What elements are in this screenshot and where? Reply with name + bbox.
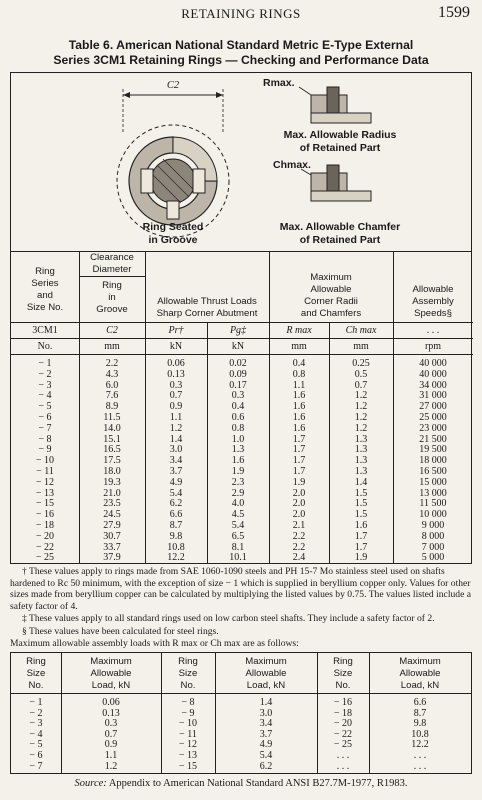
table-cell: 9.8 — [413, 718, 427, 730]
column-header — [215, 656, 317, 692]
unit-cell: kN — [231, 341, 245, 352]
table-cell: 0.8 — [231, 422, 245, 434]
table-cell: − 10 — [35, 455, 55, 467]
table-cell: 27 000 — [419, 401, 447, 413]
table-cell: 4.5 — [231, 509, 245, 521]
table-cell: 2.2 — [292, 541, 306, 553]
table-cell: . . . — [413, 750, 427, 761]
column-header — [317, 656, 369, 692]
header-text: Maximum — [90, 656, 132, 667]
thrust-loads-header — [145, 296, 269, 320]
table-cell: 34 000 — [419, 379, 447, 391]
table-cell: − 16 — [35, 509, 55, 521]
caption-line-1: Table 6. American National Standard Metric E-Type External — [68, 38, 414, 52]
table-cell: 6.6 — [413, 697, 427, 708]
table-cell: 18 000 — [419, 455, 447, 467]
max-chamfer-line-2: of Retained Part — [299, 234, 381, 246]
table-cell: 11.5 — [103, 412, 121, 423]
table-cell: − 8 — [181, 697, 195, 708]
table-caption — [10, 38, 472, 68]
header-text: No. — [28, 680, 44, 691]
table-cell: − 5 — [38, 401, 52, 413]
column-header — [369, 656, 471, 692]
chmax-label: Chmax. — [273, 159, 311, 171]
table-cell: 2.0 — [292, 487, 306, 499]
table-cell: 15 000 — [419, 476, 447, 488]
source-text: Appendix to American National Standard ANSI B27.7M-1977, R1983. — [106, 778, 408, 789]
header-text: Maximum — [245, 656, 287, 667]
ring-seated-line-2: in Groove — [148, 234, 198, 246]
column-header — [161, 656, 215, 692]
symbol-cell: 3CM1 — [32, 325, 58, 336]
assembly-load-table — [10, 652, 472, 774]
table-cell: 0.06 — [167, 358, 185, 369]
table-cell: − 25 — [35, 552, 55, 564]
table-cell: − 12 — [35, 476, 55, 488]
table-cell: 15.1 — [103, 433, 121, 445]
table-cell: 10.8 — [411, 728, 429, 740]
header-text: Clearance — [90, 252, 134, 263]
table-cell: 1.2 — [354, 390, 368, 402]
table-row — [11, 552, 473, 564]
table-cell: 0.4 — [292, 358, 306, 369]
table-cell: 3.0 — [259, 707, 273, 719]
table-cell: − 9 — [38, 444, 52, 456]
header-text: Ring — [35, 266, 55, 277]
header-text: and — [36, 290, 53, 301]
table-cell: 2.1 — [292, 520, 306, 531]
header-text: Load, kN — [91, 680, 131, 691]
header-text: Corner Radii — [304, 296, 358, 307]
table-cell: 16 500 — [419, 466, 447, 477]
max-chamfer-line-1: Max. Allowable Chamfer — [279, 221, 401, 233]
table-cell: 37.9 — [103, 552, 121, 564]
table-cell: 3.0 — [169, 444, 183, 456]
table-cell: 24.5 — [103, 509, 121, 521]
running-header — [0, 6, 482, 24]
header-text: in — [108, 292, 116, 303]
table-cell: − 20 — [35, 530, 55, 542]
table-cell: 1.5 — [354, 498, 368, 510]
table-cell: 1.2 — [104, 760, 118, 772]
table-cell: 0.3 — [169, 379, 183, 391]
table-cell: 1.9 — [231, 466, 245, 477]
table-cell: 14.0 — [103, 422, 121, 434]
table-cell: 1.4 — [259, 697, 273, 708]
header-text: Load, kN — [246, 680, 286, 691]
table-cell: 40 000 — [419, 368, 447, 380]
table-cell: − 15 — [178, 760, 198, 772]
performance-table — [10, 252, 472, 564]
table-cell: − 2 — [38, 368, 52, 380]
header-text: Ring — [102, 280, 122, 291]
column-header — [61, 656, 161, 692]
table-cell: 1.6 — [231, 455, 245, 467]
header-text: Size — [26, 668, 46, 679]
table-cell: 21 500 — [419, 433, 447, 445]
header-text: No. — [335, 680, 351, 691]
table-cell: 0.4 — [231, 401, 245, 413]
table-cell: 1.2 — [354, 422, 368, 434]
max-radius-line-1: Max. Allowable Radius — [283, 129, 397, 141]
table-cell: 3.4 — [169, 455, 183, 467]
footnote-double-dagger: ‡ These values apply to all standard rings used on low carbon steel shafts. They include a safety factor of 2. — [22, 613, 435, 624]
table-cell: 1.6 — [292, 401, 306, 413]
source-line — [0, 778, 482, 789]
clearance-header — [79, 252, 145, 276]
header-text: Ring — [26, 656, 46, 667]
table-cell: 1.1 — [292, 379, 306, 391]
table-cell: 0.8 — [292, 368, 306, 380]
symbol-cell: R max — [286, 325, 312, 336]
table-cell: 6.2 — [259, 760, 273, 772]
table-cell: 1.7 — [292, 455, 306, 467]
table-cell: 3.7 — [259, 728, 273, 740]
table-cell: 1.7 — [292, 433, 306, 445]
table-cell: 0.09 — [229, 368, 247, 380]
table-cell: 1.2 — [354, 412, 368, 423]
table-cell: 0.7 — [169, 390, 183, 402]
table-cell: 4.3 — [105, 368, 119, 380]
header-text: Maximum — [399, 656, 441, 667]
table-cell: 0.9 — [104, 739, 118, 751]
table-cell: 1.5 — [354, 487, 368, 499]
table-cell: 4.9 — [259, 739, 273, 751]
table-cell: 16.5 — [103, 444, 121, 456]
table-cell: 0.3 — [231, 390, 245, 402]
table-cell: − 16 — [333, 697, 353, 708]
table-cell: − 18 — [35, 520, 55, 531]
ring-seated-caption — [123, 221, 223, 247]
unit-cell: kN — [169, 341, 183, 352]
table-cell: 0.6 — [231, 412, 245, 423]
header-text: Speeds§ — [414, 308, 452, 319]
max-radius-line-2: of Retained Part — [299, 142, 381, 154]
ring-figure — [10, 72, 472, 252]
table-cell: 0.7 — [104, 728, 118, 740]
table-cell: 5.4 — [231, 520, 245, 531]
table-cell: 17.5 — [103, 455, 121, 467]
unit-cell: mm — [291, 341, 307, 352]
ring-in-groove-header — [79, 280, 145, 316]
header-text: Size — [333, 668, 353, 679]
table-cell: 6.0 — [105, 379, 119, 391]
table-cell: 5.4 — [169, 487, 183, 499]
table-cell: 18.0 — [103, 466, 121, 477]
header-text: Ring — [178, 656, 198, 667]
c2-label: C2 — [166, 80, 180, 91]
symbol-cell: . . . — [426, 325, 440, 336]
max-radius-caption — [255, 129, 425, 155]
table-cell: 2.9 — [231, 487, 245, 499]
header-text: Allowable — [412, 284, 454, 295]
units-row — [11, 341, 473, 353]
table-cell: 1.3 — [231, 444, 245, 456]
symbol-cell: Pr† — [168, 325, 184, 336]
header-text: Allowable — [399, 668, 441, 679]
table-cell: 0.25 — [352, 358, 370, 369]
table-cell: 1.3 — [354, 455, 368, 467]
table-cell: − 20 — [333, 718, 353, 730]
table-cell: 1.6 — [292, 390, 306, 402]
header-text: Maximum — [310, 272, 352, 283]
table-cell: 10.1 — [229, 552, 247, 564]
symbol-cell: Ch max — [345, 325, 377, 336]
table-cell: 2.0 — [292, 498, 306, 510]
symbol-row — [11, 325, 473, 337]
table-cell: 2.2 — [105, 358, 119, 369]
table-row — [11, 761, 473, 773]
table-cell: 7.6 — [105, 390, 119, 402]
table-cell: 1.6 — [292, 422, 306, 434]
table-cell: 0.02 — [229, 358, 247, 369]
table-cell: − 11 — [36, 466, 54, 477]
table-cell: 40 000 — [419, 358, 447, 369]
table-cell: 31 000 — [419, 390, 447, 402]
table-cell: . . . — [336, 760, 350, 772]
header-text: Assembly — [412, 296, 454, 307]
rmax-label: Rmax. — [263, 77, 295, 89]
table-cell: 2.0 — [292, 509, 306, 521]
table-cell: 7 000 — [421, 541, 445, 553]
table-cell: 30.7 — [103, 530, 121, 542]
table-cell: 12.2 — [167, 552, 185, 564]
header-text: Allowable — [310, 284, 352, 295]
table-cell: 5.4 — [259, 750, 273, 761]
unit-cell: mm — [104, 341, 120, 352]
table-cell: 19.3 — [103, 476, 121, 488]
header-text: Allowable — [245, 668, 287, 679]
table-cell: − 18 — [333, 707, 353, 719]
table-cell: 8 000 — [421, 530, 445, 542]
table-cell: 23.5 — [103, 498, 121, 510]
table-cell: − 4 — [38, 390, 52, 402]
table-cell: − 1 — [29, 697, 43, 708]
table-cell: 6.2 — [169, 498, 183, 510]
table-cell: 1.1 — [104, 750, 118, 761]
table-cell: − 7 — [29, 760, 43, 772]
table-cell: 10 000 — [419, 509, 447, 521]
table-cell: − 10 — [178, 718, 198, 730]
unit-cell: No. — [37, 341, 53, 352]
header-text: Groove — [96, 304, 128, 315]
symbol-cell: Pg‡ — [229, 325, 247, 336]
table-cell: 0.9 — [169, 401, 183, 413]
table-cell: − 11 — [179, 728, 197, 740]
table-cell: − 22 — [35, 541, 55, 553]
header-text: Allowable — [90, 668, 132, 679]
header-text: and Chamfers — [300, 308, 362, 319]
table-cell: − 2 — [29, 707, 43, 719]
table-cell: 9 000 — [421, 520, 445, 531]
table-cell: − 8 — [38, 433, 52, 445]
table-cell: 3.7 — [169, 466, 183, 477]
table-cell: − 3 — [38, 379, 52, 391]
header-title: RETAINING RINGS — [181, 6, 301, 21]
symbol-cell: C2 — [106, 325, 118, 336]
footnote-dagger: † These values apply to rings made from SAE 1060-1090 steels and PH 15-7 Mo stainless steel used on shafts hardened to Rc 50 minimum, with the exception of size − 1 which is supplied in beryllium copper only. Values for other sizes made from beryllium copper can be calculated by multiplying the listed values by 0.75. The values listed include a safety factor of 4. — [10, 566, 471, 612]
table-cell: 1.1 — [169, 412, 183, 423]
table-cell: 4.9 — [169, 476, 183, 488]
table-cell: 1.7 — [354, 541, 368, 553]
table-cell: 10.8 — [167, 541, 185, 553]
table-cell: . . . — [413, 760, 427, 772]
table-cell: − 9 — [181, 707, 195, 719]
table-cell: 6.5 — [231, 530, 245, 542]
table-cell: 1.9 — [292, 476, 306, 488]
header-text: Sharp Corner Abutment — [156, 308, 258, 319]
page-number: 1599 — [438, 4, 470, 21]
table-cell: 23 000 — [419, 422, 447, 434]
header-text: Allowable Thrust Loads — [157, 296, 257, 307]
table-cell: 1.3 — [354, 466, 368, 477]
table-cell: 19 500 — [419, 444, 447, 456]
header-text: Load, kN — [400, 680, 440, 691]
table-cell: 11 500 — [419, 498, 447, 510]
table-cell: 6.6 — [169, 509, 183, 521]
table-cell: 33.7 — [103, 541, 121, 553]
table-cell: 1.5 — [354, 509, 368, 521]
table-cell: 1.4 — [169, 433, 183, 445]
footnotes — [10, 566, 472, 651]
assembly-loads-intro: Maximum allowable assembly loads with R max or Ch max are as follows: — [10, 638, 299, 649]
table-cell: . . . — [336, 750, 350, 761]
table-cell: 9.8 — [169, 530, 183, 542]
table-cell: 8.1 — [231, 541, 245, 553]
header-text: Size — [178, 668, 198, 679]
table-cell: − 6 — [38, 412, 52, 423]
column-header — [11, 656, 61, 692]
table-cell: 1.2 — [169, 422, 183, 434]
table-cell: − 12 — [178, 739, 198, 751]
footnote-section: § These values have been calculated for steel rings. — [22, 625, 219, 637]
table-cell: 1.6 — [354, 520, 368, 531]
table-cell: 12.2 — [411, 739, 429, 751]
table-cell: − 6 — [29, 750, 43, 761]
assembly-speed-header — [393, 284, 473, 320]
table-cell: 0.5 — [354, 368, 368, 380]
table-cell: 13 000 — [419, 487, 447, 499]
table-cell: 8.9 — [105, 401, 119, 413]
table-cell: 25 000 — [419, 412, 447, 423]
table-cell: 0.3 — [104, 718, 118, 730]
table-cell: 1.0 — [231, 433, 245, 445]
ring-seated-line-1: Ring Seated — [142, 221, 204, 233]
table-cell: 3.4 — [259, 718, 273, 730]
table-cell: 1.2 — [354, 401, 368, 413]
unit-cell: mm — [353, 341, 369, 352]
table-cell: 0.7 — [354, 379, 368, 391]
table-cell: 1.3 — [354, 444, 368, 456]
table-cell: 5 000 — [421, 552, 445, 564]
table-cell: 2.3 — [231, 476, 245, 488]
table-cell: 0.06 — [102, 697, 120, 708]
table-cell: 0.13 — [167, 368, 185, 380]
table-cell: 1.7 — [292, 444, 306, 456]
table-cell: 27.9 — [103, 520, 121, 531]
table-cell: 8.7 — [413, 707, 427, 719]
table-cell: 1.3 — [354, 433, 368, 445]
table-cell: 0.13 — [102, 707, 120, 719]
table-cell: − 5 — [29, 739, 43, 751]
table-cell: − 7 — [38, 422, 52, 434]
table-cell: − 13 — [35, 487, 55, 499]
table-cell: − 15 — [35, 498, 55, 510]
table-cell: 2.4 — [292, 552, 306, 564]
ring-series-header — [11, 266, 79, 314]
header-text: Size No. — [26, 302, 64, 313]
source-label: Source: — [74, 778, 107, 789]
table-cell: − 4 — [29, 728, 43, 740]
header-text: Ring — [333, 656, 353, 667]
table-cell: 4.0 — [231, 498, 245, 510]
table-cell: − 22 — [333, 728, 353, 740]
max-chamfer-caption — [255, 221, 425, 247]
table-cell: − 3 — [29, 718, 43, 730]
table-cell: 1.4 — [354, 476, 368, 488]
header-text: No. — [180, 680, 196, 691]
table-cell: 1.9 — [354, 552, 368, 564]
header-text: Diameter — [92, 264, 132, 275]
table-cell: 0.17 — [229, 379, 247, 391]
table-cell: 1.7 — [292, 466, 306, 477]
table-cell: − 13 — [178, 750, 198, 761]
header-text: Series — [31, 278, 59, 289]
table-cell: 2.2 — [292, 530, 306, 542]
table-cell: 21.0 — [103, 487, 121, 499]
table-cell: − 25 — [333, 739, 353, 751]
table-cell: − 1 — [38, 358, 52, 369]
unit-cell: rpm — [424, 341, 442, 352]
table-cell: 1.6 — [292, 412, 306, 423]
table-cell: 8.7 — [169, 520, 183, 531]
corner-radii-header — [269, 272, 393, 320]
caption-line-2: Series 3CM1 Retaining Rings — Checking and Performance Data — [53, 53, 429, 67]
table-cell: 1.7 — [354, 530, 368, 542]
